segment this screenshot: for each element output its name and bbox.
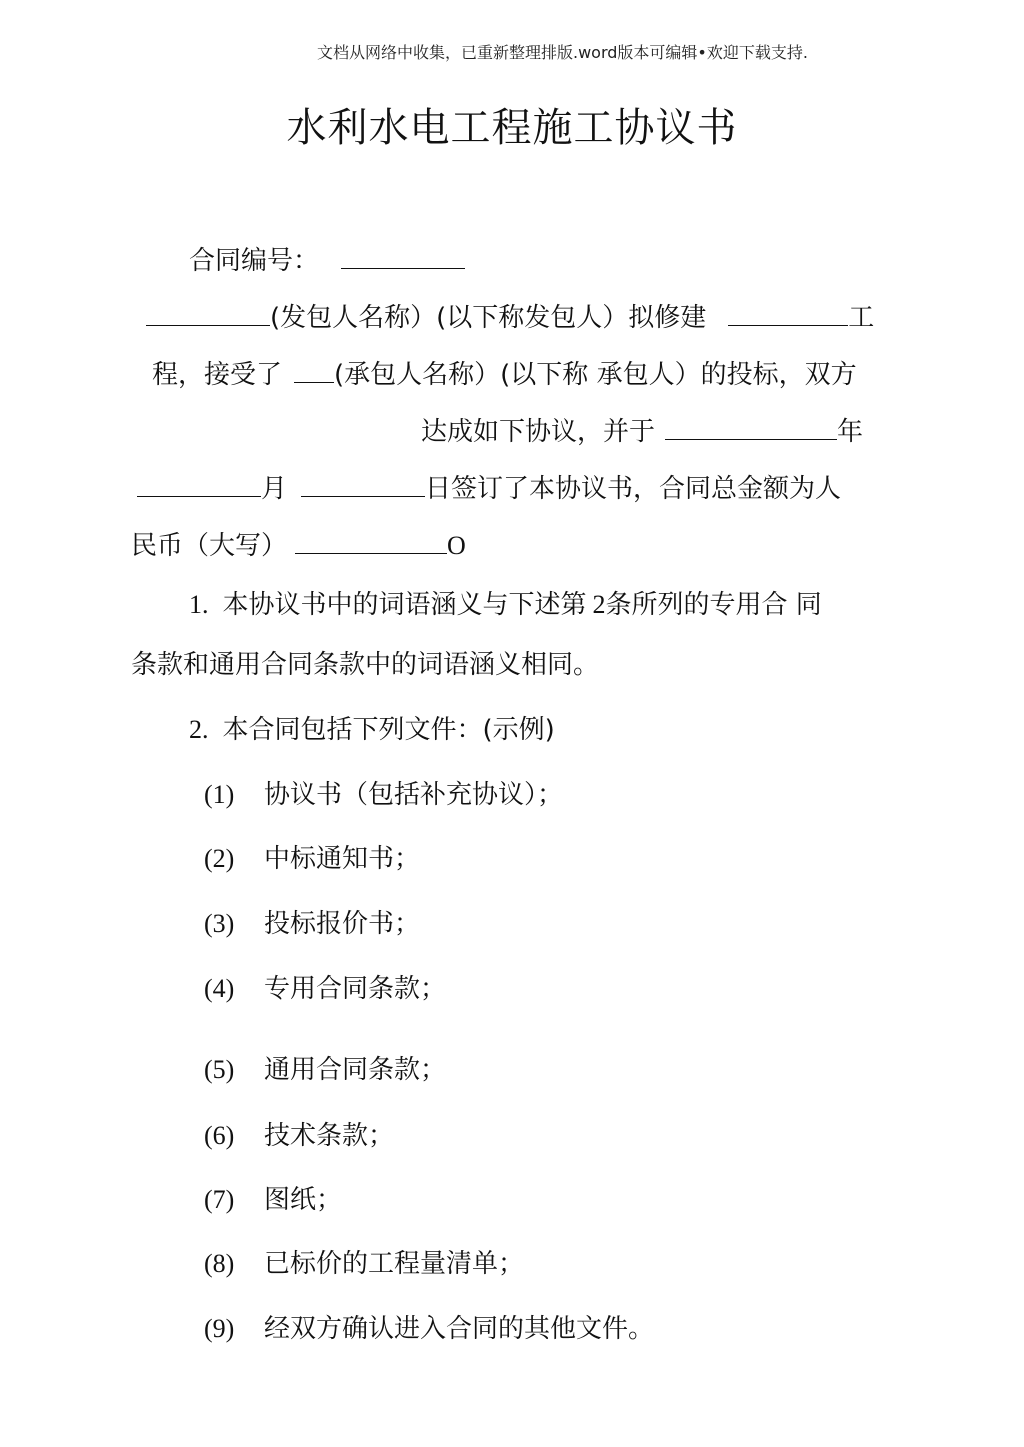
document-text: 投标报价书；: [264, 909, 421, 939]
para1-text-7: 月: [261, 474, 288, 504]
month-blank[interactable]: [137, 474, 261, 497]
para1-text-4: (承包人名称）(以下称 承包人）的投标，双方: [334, 360, 857, 390]
item1-line2: 条款和通用合同条款中的词语涵义相同。: [131, 650, 600, 680]
item1-text-b: 条所列的专用合 同: [605, 590, 822, 620]
para1-line3: [421, 411, 863, 448]
item2-line: [189, 709, 555, 746]
document-number: (3): [204, 909, 235, 938]
document-number: (4): [204, 974, 235, 1003]
document-item: [204, 774, 563, 811]
item1-text-num: 2: [592, 590, 606, 619]
document-number: (6): [204, 1121, 235, 1150]
document-item: [204, 1115, 394, 1152]
document-item: [204, 1243, 524, 1280]
document-item: [204, 1179, 342, 1216]
item1-number: 1.: [189, 590, 209, 619]
contractor-name-blank[interactable]: [294, 360, 334, 383]
document-number: (2): [204, 844, 235, 873]
document-item: [204, 1308, 654, 1345]
para1-line4: [137, 468, 841, 505]
document-text: 技术条款；: [264, 1121, 395, 1151]
para1-text-6: 年: [837, 417, 864, 447]
document-item: [204, 903, 420, 940]
document-item: [204, 968, 446, 1005]
header-note: 文档从网络中收集，已重新整理排版.word版本可编辑•欢迎下载支持.: [317, 43, 808, 62]
document-number: (9): [204, 1314, 235, 1343]
page-title: 水利水电工程施工协议书: [286, 105, 738, 151]
item2-number: 2.: [189, 715, 209, 744]
para1-text-3: 程，接受了: [152, 360, 283, 390]
document-number: (7): [204, 1185, 235, 1214]
document-text: 图纸；: [264, 1185, 343, 1215]
document-number: (8): [204, 1249, 235, 1278]
document-text: 经双方确认进入合同的其他文件。: [264, 1314, 655, 1344]
document-item: [204, 838, 420, 875]
para1-text-2: 工: [848, 303, 875, 333]
year-blank[interactable]: [665, 417, 837, 440]
contract-number-label: 合同编号：: [189, 246, 320, 276]
para1-text-8: 日签订了本协议书，合同总金额为人: [425, 474, 842, 504]
para1-line2: [152, 354, 857, 391]
contract-number-line: [189, 240, 465, 277]
amount-blank[interactable]: [295, 531, 447, 554]
para1-text-1: (发包人名称）(以下称发包人）拟修建: [270, 303, 707, 333]
document-text: 专用合同条款；: [264, 974, 447, 1004]
document-number: (5): [204, 1055, 235, 1084]
para1-text-5: 达成如下协议，并于: [421, 417, 656, 447]
para1-line5: [131, 525, 466, 562]
document-text: 已标价的工程量清单；: [264, 1249, 525, 1279]
document-text: 中标通知书；: [264, 844, 421, 874]
document-item: [204, 1049, 446, 1086]
document-text: 协议书（包括补充协议）；: [264, 780, 564, 810]
document-text: 通用合同条款；: [264, 1055, 447, 1085]
document-number: (1): [204, 780, 235, 809]
day-blank[interactable]: [301, 474, 425, 497]
para1-text-9: 民币（大写）: [131, 531, 288, 561]
project-name-blank[interactable]: [728, 303, 848, 326]
item2-text: 本合同包括下列文件：(示例): [222, 715, 555, 745]
para1-line1: [146, 297, 874, 334]
employer-name-blank[interactable]: [146, 303, 270, 326]
item1-text-a: 本协议书中的词语涵义与下述第: [222, 590, 587, 620]
contract-number-blank[interactable]: [341, 246, 465, 269]
para1-text-10: O: [447, 531, 466, 560]
item1-line1: [189, 584, 822, 621]
